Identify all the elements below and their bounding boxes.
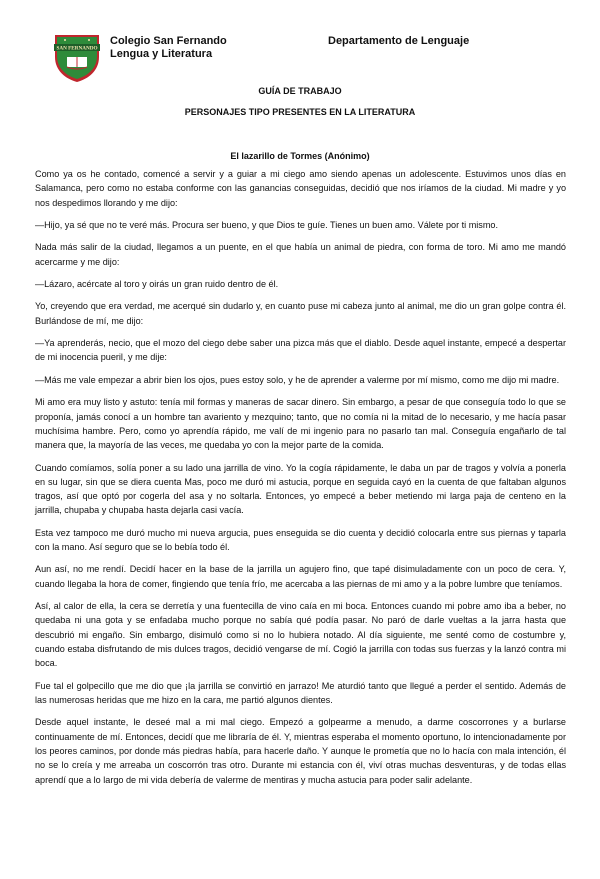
paragraph: Nada más salir de la ciudad, llegamos a un puente, en el que había un animal de piedra, con forma de toro. Mi amo me mandó acercarme y me dijo: bbox=[35, 242, 566, 267]
school-header bbox=[110, 35, 227, 61]
paragraph: Mi amo era muy listo y astuto: tenía mil formas y maneras de sacar dinero. Sin embargo, a pesar de que conseguía todo lo que se proponía, jamás conocí a un hombre tan avariento y mezquino; tanto, que no comía ni la mitad de lo necesario, y me hacía pasar muchísima hambre. Pero, como yo aprendía rápido, me valí de mi ingenio para no pasarlo tan mal. Conseguía engañarlo de tal manera que, la mayoría de las veces, me quedaba yo con la mejor parte de la comida. bbox=[35, 397, 566, 451]
topic-title: PERSONAJES TIPO PRESENTES EN LA LITERATURA bbox=[184, 107, 416, 117]
department-name: Departamento de Lenguaje bbox=[328, 35, 470, 47]
paragraph: Como ya os he contado, comencé a servir y a guiar a mi ciego amo siendo apenas un adolescente. Estuvimos unos días en Salamanca, pero como no estaba conforme con las ganancias conseguidas, decidió que nos iríamos de la ciudad. Mi madre y yo nos despedimos llorando y me dijo: bbox=[35, 169, 566, 208]
paragraph: Yo, creyendo que era verdad, me acerqué sin dudarlo y, en cuanto puse mi cabeza junto al animal, me dio un gran golpe contra él. Burlándose de mí, me dijo: bbox=[35, 301, 566, 326]
paragraph: —Lázaro, acércate al toro y oirás un gran ruido dentro de él. bbox=[35, 279, 279, 290]
school-crest-icon bbox=[53, 33, 101, 83]
paragraph: Cuando comíamos, solía poner a su lado una jarrilla de vino. Yo la cogía rápidamente, le daba un par de tragos y volvía a ponerla en su lugar, sin que se diera cuenta Mas, poco me duró mi astucia, porque en seguida cayó en la cuenta de que faltaban algunos tragos, así que optó por cogerla del asa y no soltarla. Entonces, yo empecé a beber metiendo mi larga paja de centeno en la jarrilla, chupaba y chupaba hasta dejarla casi vacía. bbox=[35, 462, 566, 516]
paragraph: —Más me vale empezar a abrir bien los ojos, pues estoy solo, y he de aprender a valerme por mí mismo, como me dijo mi madre. bbox=[35, 374, 560, 385]
story-text bbox=[35, 167, 566, 795]
paragraph: Esta vez tampoco me duró mucho mi nueva argucia, pues enseguida se dio cuenta y decidió colocarla entre sus piernas y taparla con la mano. Así seguro que se lo bebía todo él. bbox=[35, 527, 566, 553]
paragraph: Aun así, no me rendí. Decidí hacer en la base de la jarrilla un agujero fino, que tapé disimuladamente con un poco de cera. Y, cuando llegaba la hora de comer, fingiendo que tenía frío, me acercaba a las piernas de mi amo y a la pobre lumbre que teníamos. bbox=[35, 564, 566, 589]
guide-title: GUÍA DE TRABAJO bbox=[258, 86, 342, 96]
paragraph: —Ya aprenderás, necio, que el mozo del ciego debe saber una pizca más que el diablo. Desde aquel instante, empecé a despertar de mi inocencia pueril, y me dije: bbox=[35, 338, 566, 363]
school-name: Colegio San Fernando bbox=[110, 35, 227, 47]
crest-banner-text: SAN FERNANDO bbox=[56, 45, 98, 52]
paragraph: Desde aquel instante, le deseé mal a mi mal ciego. Empezó a golpearme a menudo, a darme coscorrones y a burlarse continuamente de mí. Entonces, decidí que me libraría de él. Y, mientras esperaba el momento oportuno, lo intencionadamente por los peores caminos, por donde más piedras había, para hacerle daño. Y aunque le prometía que no lo hacía con mala intención, él no se lo creía y me arreaba un coscorrón tras otro. Durante mi estancia con él, viví otras muchas desventuras, y de todas ellas aprendí que a lo largo de mi vida debería de valerme de mentiras y mucha astucia para poder salir adelante. bbox=[35, 717, 566, 785]
text-title: El lazarillo de Tormes (Anónimo) bbox=[230, 151, 370, 161]
subject-name: Lengua y Literatura bbox=[110, 48, 213, 60]
paragraph: Fue tal el golpecillo que me dio que ¡la jarrilla se convirtió en jarrazo! Me aturdió tanto que llegué a perder el sentido. Además de las numerosas heridas que me hizo en la cara, me partió algunos dientes. bbox=[35, 680, 566, 706]
paragraph: —Hijo, ya sé que no te veré más. Procura ser bueno, y que Dios te guíe. Tienes un buen amo. Válete por ti mismo. bbox=[35, 219, 499, 230]
paragraph: Así, al calor de ella, la cera se derretía y una fuentecilla de vino caía en mi boca. Entonces cuando mi pobre amo iba a beber, no quedaba ni una gota y se enfadaba mucho porque no sabía qué podía pasar. No paró de darle vueltas a la jarra hasta que descubrió mi engaño. Sin embargo, disimuló como si no lo hubiera notado. Al día siguiente, me senté como de costumbre y, cuando estaba disfrutando de mis dulces tragos, decidió vengarse de mí. Cogió la jarrilla con todas sus fuerzas y la lanzó contra mi boca. bbox=[35, 601, 566, 669]
